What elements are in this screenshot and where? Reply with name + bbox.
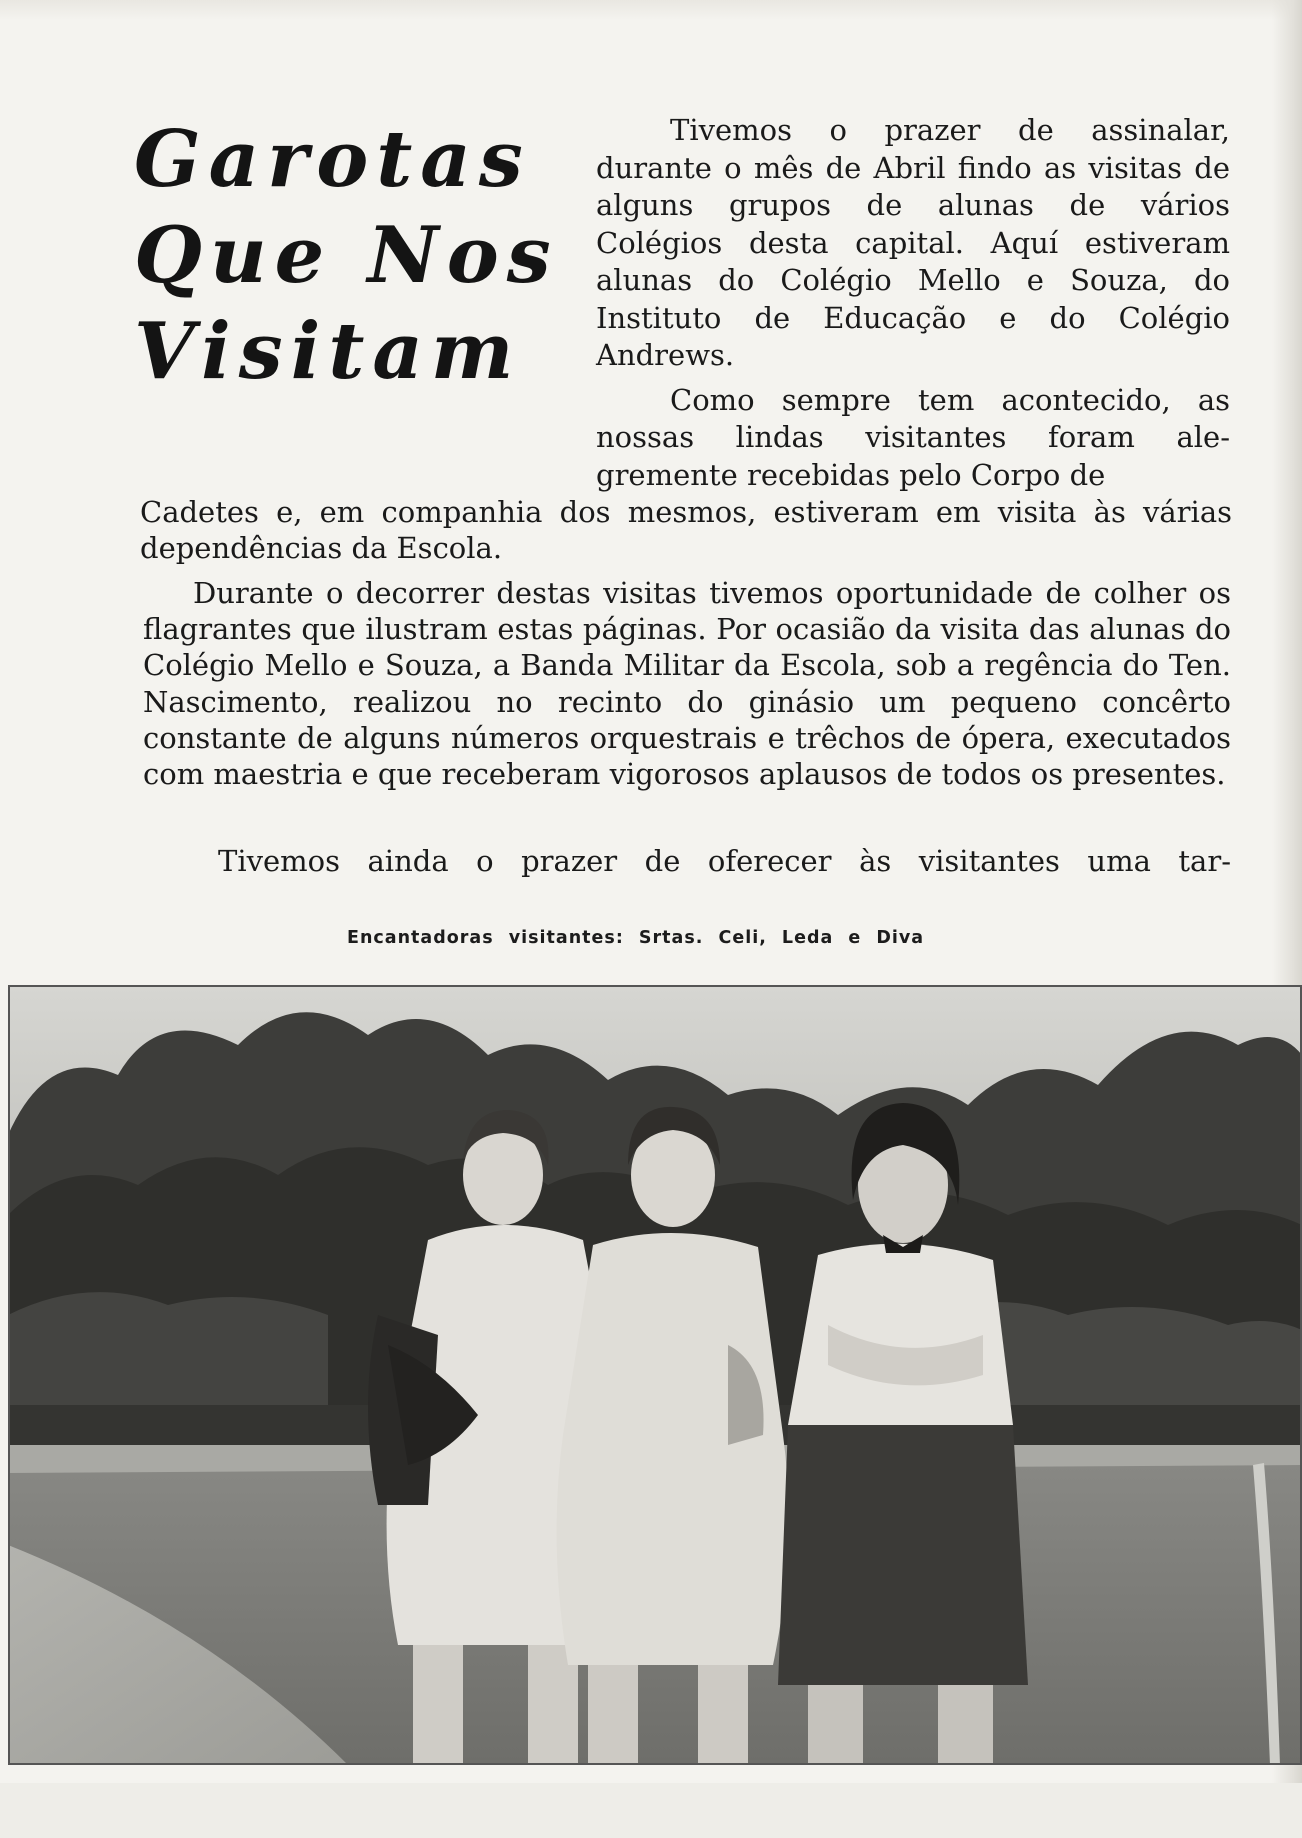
article-paragraph-continuation: Cadetes e, em companhia dos mesmos, estiveram em visita às várias dependências da Escola. (140, 495, 1232, 565)
article-paragraph: Como sempre tem acontecido, as nossas lindas visitantes foram alegremente recebidas pelo Corpo de (596, 382, 1230, 492)
headline-line: Garotas (134, 114, 531, 205)
photo-caption: Encantadoras visitantes: Srtas. Celi, Leda e Diva (347, 928, 925, 948)
article-paragraph: Tivemos ainda o prazer de oferecer às visitantes uma tar- (218, 844, 1231, 878)
photograph-image (8, 985, 1302, 1765)
photograph (8, 985, 1302, 1765)
page-edge (0, 0, 1302, 20)
article-body (143, 843, 1231, 879)
headline-line: Que Nos (134, 210, 559, 301)
article-paragraph: Tivemos o prazer de assinalar, durante o mês de Abril findo as visitas de alguns grupos de alunas de vários Colégios desta capital. Aquí estiveram alunas do Colégio Mello e Souza, do Instituto de Educação e do Colégio Andrews. (596, 113, 1230, 372)
article-headline (134, 112, 574, 400)
headline-line: Visitam (134, 306, 522, 397)
article-paragraph: Durante o decorrer destas visitas tivemos oportunidade de colher os flagrantes que ilustram estas páginas. Por ocasião da visita das alunas do Colégio Mello e Souza, a Banda Militar da Escola, sob a regência do Ten. Nascimento, realizou no recinto do ginásio um pequeno concêrto constante de alguns números orquestrais e trêchos de ópera, executados com maestria e que receberam vigorosos aplausos de todos os presentes. (143, 576, 1231, 792)
page-edge (0, 1783, 1302, 1838)
article-body (143, 575, 1231, 792)
article-intro-column (596, 112, 1230, 494)
